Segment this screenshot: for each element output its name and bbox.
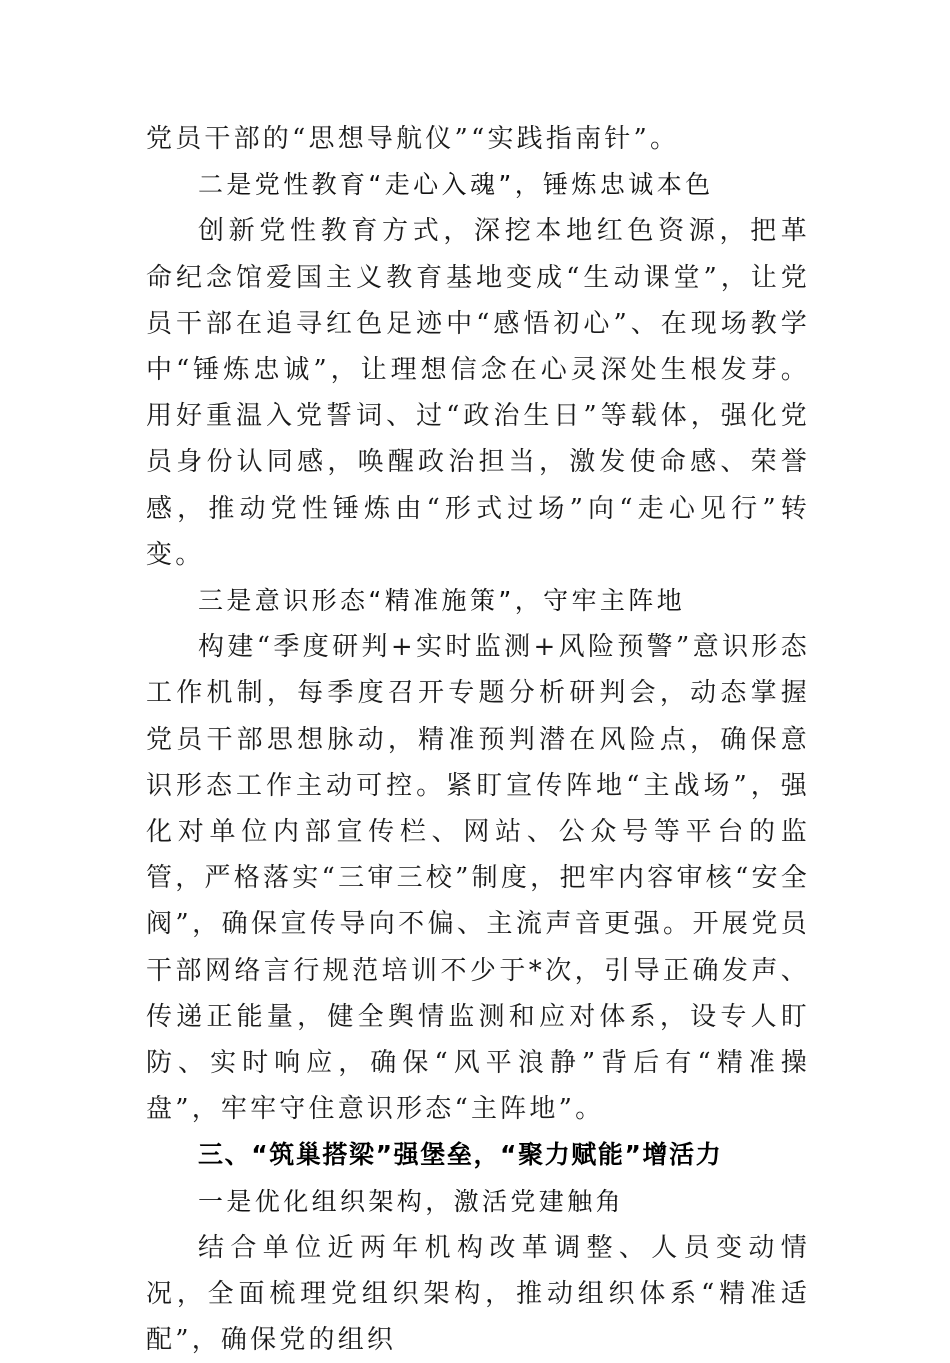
section-heading-three: 三、“筑巢搭梁”强堡垒，“聚力赋能”增活力 [198,1140,723,1170]
subheading-organization-structure: 一是优化组织架构，激活党建触角 [198,1186,625,1216]
subheading-ideology: 三是意识形态“精准施策”，守牢主阵地 [198,586,686,616]
paragraph-party-spirit-education: 创新党性教育方式，深挖本地红色资源，把革命纪念馆爱国主义教育基地变成“生动课堂”，让党员干部在追寻红色足迹中“感悟初心”、在现场教学中“锤炼忠诚”，让理想信念在心灵深处生根发芽。用好重温入党誓词、过“政治生日”等载体，强化党员身份认同感，唤醒政治担当，激发使命感、荣誉感，推动党性锤炼由“形式过场”向“走心见行”转变。 [146,216,810,570]
subheading-party-spirit-education: 二是党性教育“走心入魂”，锤炼忠诚本色 [198,170,714,200]
continued-paragraph: 党员干部的“思想导航仪”“实践指南针”。 [146,124,680,154]
document-body [146,116,810,1363]
paragraph-organization-structure: 结合单位近两年机构改革调整、人员变动情况，全面梳理党组织架构，推动组织体系“精准适配”，确保党的组织 [146,1232,810,1356]
paragraph-ideology: 构建“季度研判+实时监测+风险预警”意识形态工作机制，每季度召开专题分析研判会，动态掌握党员干部思想脉动，精准预判潜在风险点，确保意识形态工作主动可控。紧盯宣传阵地“主战场”，强化对单位内部宣传栏、网站、公众号等平台的监管，严格落实“三审三校”制度，把牢内容审核“安全阀”，确保宣传导向不偏、主流声音更强。开展党员干部网络言行规范培训不少于*次，引导正确发声、传递正能量，健全舆情监测和应对体系，设专人盯防、实时响应，确保“风平浪静”背后有“精准操盘”，牢牢守住意识形态“主阵地”。 [146,632,810,1125]
